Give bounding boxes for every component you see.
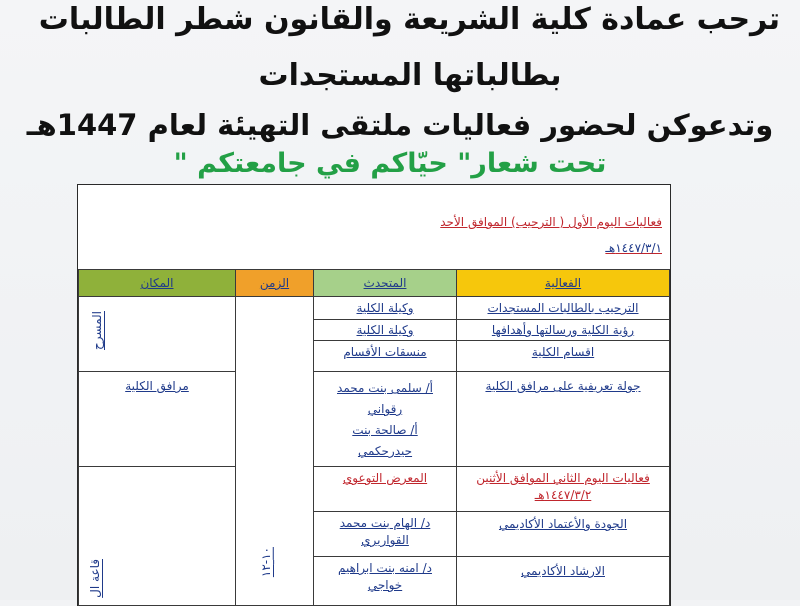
speaker-cell [313,511,457,557]
place-stage-cell [78,296,236,372]
speaker-line[interactable]: رقواني [367,402,403,416]
speaker-cell [313,340,457,372]
speaker-line[interactable]: القواريري [361,533,409,547]
place-facilities[interactable]: مرافق الكلية [125,379,189,393]
day1-date[interactable]: ١٤٤٧/٣/١هـ [605,241,662,255]
activity-cell [456,340,670,372]
speaker-cell [313,556,457,606]
speaker-cell [313,371,457,467]
day1-title[interactable]: فعاليات اليوم الأول ( الترحيب) الموافق الأحد [440,215,662,229]
activity-advising[interactable]: الارشاد الأكاديمي [520,564,605,578]
column-header-time[interactable]: الزمن [235,269,314,297]
activity-cell [456,371,670,467]
title-line-3: وتدعوكن لحضور فعاليات ملتقى التهيئة لعام 1447هـ [26,108,774,142]
speaker-vice-dean[interactable]: وكيلة الكلية [356,301,414,315]
speaker-line[interactable]: أ/ صالحة بنت [352,423,418,437]
speaker-line[interactable]: د/ الهام بنت محمد [339,516,431,530]
place-facilities-cell [78,371,236,467]
column-header-speaker[interactable]: المتحدث [313,269,457,297]
speaker-cell [313,296,457,320]
schedule-table [77,184,671,606]
column-header-activity[interactable]: الفعالية [456,269,670,297]
time-cell [235,296,314,606]
speaker-cell [313,319,457,341]
speaker-cell [313,466,457,512]
speaker-line[interactable]: خواجي [367,578,403,592]
column-header-place[interactable]: المكان [78,269,236,297]
activity-tour[interactable]: جولة تعريفية على مرافق الكلية [485,379,641,393]
speaker-line[interactable]: حيدرحكمي [357,444,413,458]
speaker-line[interactable]: د/ امنه بنت ابراهيم [338,561,432,575]
time-value[interactable]: ١٠-١٢ [259,547,273,578]
speaker-line[interactable]: أ/ سلمى بنت محمد [337,381,433,395]
place-hall[interactable]: قاعة ال [88,559,102,598]
activity-cell [456,466,670,512]
speaker-exhibition[interactable]: المعرض التوعوي [342,471,428,485]
activity-welcome[interactable]: الترحيب بالطالبات المستجدات [487,301,639,315]
title-line-2: بطالباتها المستجدات [258,58,562,93]
activity-cell [456,319,670,341]
day2-date[interactable]: ١٤٤٧/٣/٢هـ [534,488,592,502]
title-line-1: ترحب عمادة كلية الشريعة والقانون شطر الطالبات [38,2,780,37]
activity-quality[interactable]: الجودة والأعتماد الأكاديمي [498,517,628,531]
day2-title[interactable]: فعاليات اليوم الثاني الموافق الأثنين [476,471,650,485]
activity-departments[interactable]: اقسام الكلية [531,345,595,359]
slogan: تحت شعار" حيّاكم في جامعتكم " [173,148,607,179]
place-stage[interactable]: المسرح [90,311,104,350]
speaker-vice-dean[interactable]: وكيلة الكلية [356,323,414,337]
speaker-coordinators[interactable]: منسقات الأقسام [343,345,427,359]
activity-cell [456,556,670,606]
day1-header [262,215,662,255]
place-hall-cell [78,466,236,606]
activity-cell [456,296,670,320]
activity-cell [456,511,670,557]
activity-vision[interactable]: رؤية الكلية ورسالتها وأهدافها [491,323,635,337]
